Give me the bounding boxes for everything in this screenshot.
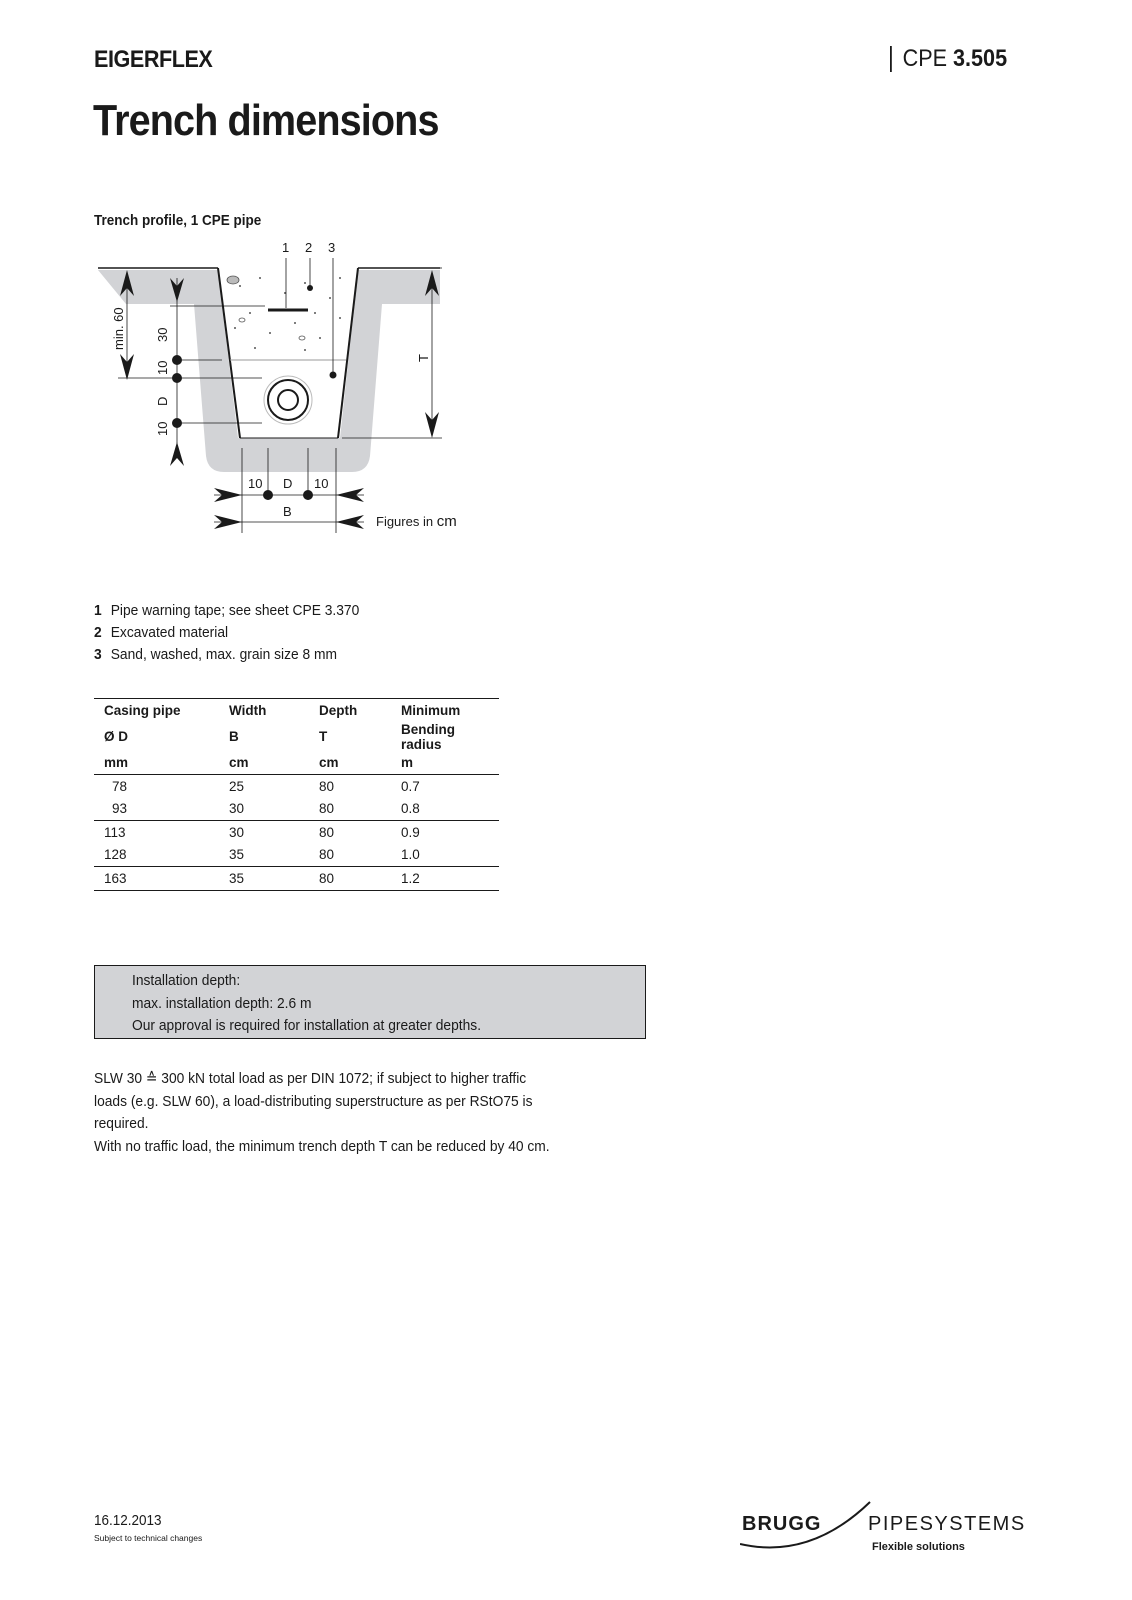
table-cell: 80 — [309, 867, 391, 891]
table-header-row — [94, 699, 499, 722]
table-cell: 93 — [94, 798, 219, 821]
units-note-text: Figures in — [376, 514, 434, 529]
footer-disclaimer: Subject to technical changes — [94, 1533, 203, 1543]
table-header-cell: Bending radius — [401, 721, 455, 752]
doc-prefix: CPE — [902, 45, 948, 72]
document-number — [890, 46, 1007, 72]
table-header-cell: T — [319, 729, 328, 744]
footer-date: 16.12.2013 — [94, 1512, 162, 1529]
table-row — [94, 844, 499, 867]
legend-text: Pipe warning tape; see sheet CPE 3.370 — [110, 602, 360, 619]
table-header-cell: Casing pipe — [94, 699, 219, 722]
logo-name: PIPESYSTEMS — [868, 1513, 1026, 1535]
table-header-cell: Ø D — [104, 729, 129, 744]
label-10: 10 — [314, 476, 329, 491]
table-cell: 0.9 — [401, 824, 420, 840]
table-cell: 30 — [229, 824, 245, 840]
logo-brand: BRUGG — [742, 1513, 822, 1535]
label-30: 30 — [155, 327, 170, 342]
legend-num: 1 — [94, 602, 102, 619]
table-row — [94, 821, 499, 844]
label-10: 10 — [155, 421, 170, 436]
table-header-cell: Width — [219, 699, 309, 722]
table-cell: 0.8 — [391, 798, 499, 821]
trench-profile-diagram — [90, 238, 470, 543]
paragraph-line: required. — [94, 1115, 149, 1132]
label-10: 10 — [248, 476, 263, 491]
note-line: max. installation depth: 2.6 m — [132, 994, 312, 1012]
table-row — [94, 867, 499, 891]
table-header-cell: Minimum — [391, 699, 499, 722]
figure-caption: Trench profile, 1 CPE pipe — [94, 212, 262, 229]
table-cell: 80 — [319, 824, 335, 840]
label-d: D — [283, 476, 293, 491]
table-row — [94, 798, 499, 821]
callout-number: 3 — [328, 240, 336, 255]
legend-num: 3 — [94, 646, 102, 663]
label-min-60: min. 60 — [111, 307, 126, 350]
table-cell: 35 — [219, 867, 309, 891]
label-depth-t: T — [416, 354, 431, 362]
table-cell: 80 — [309, 844, 391, 867]
table-cell: 80 — [309, 798, 391, 821]
table-header-cell: cm — [309, 752, 391, 775]
table-cell: 30 — [219, 798, 309, 821]
label-width-b: B — [283, 504, 292, 519]
legend-text: Excavated material — [110, 624, 229, 641]
legend-item — [94, 600, 359, 622]
units-note — [376, 513, 457, 530]
traffic-load-paragraph — [94, 1068, 614, 1158]
table-header-row — [94, 752, 499, 775]
installation-note-box — [94, 965, 646, 1039]
table-row — [94, 775, 499, 798]
table-cell: 78 — [112, 778, 128, 794]
table-cell: 113 — [104, 824, 126, 840]
table-header-row — [94, 722, 499, 752]
note-line: Installation depth: — [132, 972, 241, 989]
trench-fill — [218, 268, 358, 438]
legend-item — [94, 644, 359, 666]
table-cell: 1.2 — [391, 867, 499, 891]
table-cell: 25 — [229, 778, 245, 794]
legend — [94, 600, 359, 666]
table-header-cell: B — [229, 729, 239, 744]
callout-number: 2 — [305, 240, 313, 255]
dimensions-table — [94, 698, 499, 891]
units-note-value: cm — [436, 513, 457, 530]
table-cell: 80 — [319, 778, 335, 794]
table-cell: 163 — [94, 867, 219, 891]
legend-num: 2 — [94, 624, 102, 641]
doc-number: 3.505 — [953, 45, 1008, 72]
brand-name: EIGERFLEX — [94, 46, 213, 73]
table-header-cell: cm — [219, 752, 309, 775]
logo-tagline: Flexible solutions — [872, 1541, 965, 1553]
legend-text: Sand, washed, max. grain size 8 mm — [110, 646, 337, 663]
table-cell: 1.0 — [391, 844, 499, 867]
label-10: 10 — [155, 360, 170, 375]
callout-number: 1 — [282, 240, 290, 255]
paragraph-line: SLW 30 ≙ 300 kN total load as per DIN 1072; if subject to higher traffic — [94, 1070, 527, 1087]
paragraph-line: loads (e.g. SLW 60), a load-distributing superstructure as per RStO75 is — [94, 1092, 533, 1110]
table-header-cell: m — [391, 752, 499, 775]
table-header-cell: mm — [94, 752, 219, 775]
legend-item — [94, 622, 359, 644]
table-header-cell: Depth — [309, 699, 391, 722]
table-cell: 0.7 — [401, 778, 420, 794]
page-title: Trench dimensions — [93, 96, 439, 145]
label-d: D — [155, 396, 170, 406]
brugg-pipesystems-logo — [740, 1500, 1040, 1560]
paragraph-line: With no traffic load, the minimum trench depth T can be reduced by 40 cm. — [94, 1137, 550, 1155]
table-cell: 35 — [219, 844, 309, 867]
table-cell: 128 — [94, 844, 219, 867]
note-line: Our approval is required for installation at greater depths. — [132, 1017, 482, 1034]
